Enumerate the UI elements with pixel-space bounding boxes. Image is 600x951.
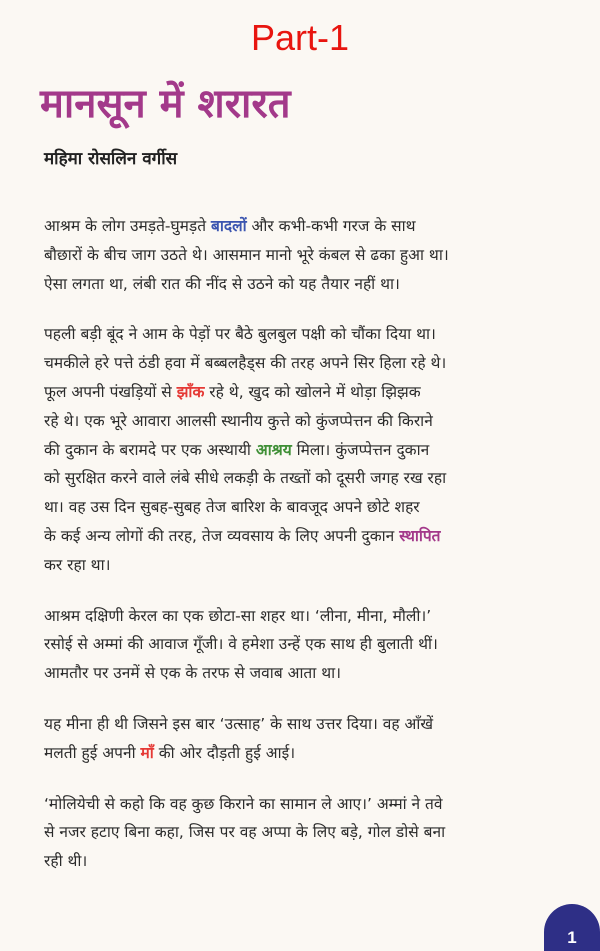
text-segment: आमतौर पर उनमें से एक के तरफ से जवाब आता था। [44,664,342,683]
text-line [44,320,564,349]
text-line [44,739,564,768]
text-line [44,818,564,847]
text-segment: आश्रम के लोग उमड़ते-घुमड़ते [44,217,211,235]
text-segment: चमकीले हरे पत्ते ठंडी हवा में बब्बलहैड्स की तरह अपने सिर हिला रहे थे। [44,354,447,373]
text-line [44,241,564,270]
text-segment: से नजर हटाए बिना कहा, जिस पर वह अप्पा के लिए बड़े, गोल डोसे बना [44,823,446,842]
text-line [44,436,564,465]
paragraph [44,602,564,688]
text-segment: आश्रम दक्षिणी केरल का एक छोटा-सा शहर था। ‘लीना, मीना, मौली।’ [44,606,432,625]
text-line [44,349,564,378]
text-segment: ऐसा लगता था, लंबी रात की नींद से उठने को यह तैयार नहीं था। [44,274,400,293]
text-segment: रही थी। [44,852,88,871]
text-segment: और कभी-कभी गरज के साथ [246,217,416,235]
author-name: महिमा रोसलिन वर्गीस [44,149,178,169]
text-segment: बौछारों के बीच जाग उठते थे। आसमान मानो भूरे कंबल से ढका हुआ था। [44,245,449,264]
text-segment: ‘मोलियेची से कहो कि वह कुछ किराने का सामान ले आए।’ अम्मां ने तवे [44,794,443,813]
text-segment: रहे थे, खुद को खोलने में थोड़ा झिझक [204,382,421,401]
text-segment: को सुरक्षित करने वाले लंबे सीधे लकड़ी के तख्तों को दूसरी जगह रख रहा [44,469,447,488]
paragraph [44,790,564,876]
paragraph [44,212,564,298]
page-number-badge: 1 [544,904,600,951]
text-line [44,407,564,436]
text-line [44,659,564,688]
highlighted-word: आश्रय [255,440,292,459]
text-line [44,847,564,876]
text-segment: कर रहा था। [44,555,111,574]
text-segment: यह मीना ही थी जिसने इस बार ‘उत्साह’ के साथ उत्तर दिया। वह आँखें [44,714,434,733]
highlighted-word: माँ [140,743,154,762]
paragraph [44,320,564,579]
text-segment: था। वह उस दिन सुबह-सुबह तेज बारिश के बावजूद अपने छोटे शहर [44,498,420,517]
text-line [44,710,564,739]
story-title: मानसून में शरारत [40,81,291,127]
text-segment: रहे थे। एक भूरे आवारा आलसी स्थानीय कुत्ते को कुंजप्पेत्तन की किराने [44,411,433,430]
text-line [44,464,564,493]
paragraph [44,710,564,768]
text-line [44,378,564,407]
text-line [44,551,564,580]
highlighted-word: झाँक [176,382,205,401]
highlighted-word: बादलों [211,217,247,235]
text-line [44,270,564,299]
text-segment: मिला। कुंजप्पेत्तन दुकान [291,440,430,459]
text-segment: पहली बड़ी बूंद ने आम के पेड़ों पर बैठे बुलबुल पक्षी को चौंका दिया था। [44,325,436,344]
part-label: Part-1 [250,17,350,58]
text-line [44,522,564,551]
text-line [44,790,564,819]
text-line [44,630,564,659]
text-line [44,493,564,522]
text-segment: की ओर दौड़ती हुई आई। [153,743,296,762]
story-body [44,212,564,898]
text-segment: के कई अन्य लोगों की तरह, तेज व्यवसाय के लिए अपनी दुकान [44,526,400,545]
text-segment: फूल अपनी पंखड़ियों से [44,382,177,401]
text-segment: की दुकान के बरामदे पर एक अस्थायी [44,440,256,459]
highlighted-word: स्थापित [399,526,441,545]
text-line [44,212,564,241]
text-line [44,602,564,631]
text-segment: मलती हुई अपनी [44,743,141,762]
text-segment: रसोई से अम्मां की आवाज गूँजी। वे हमेशा उन्हें एक साथ ही बुलाती थीं। [44,635,438,654]
